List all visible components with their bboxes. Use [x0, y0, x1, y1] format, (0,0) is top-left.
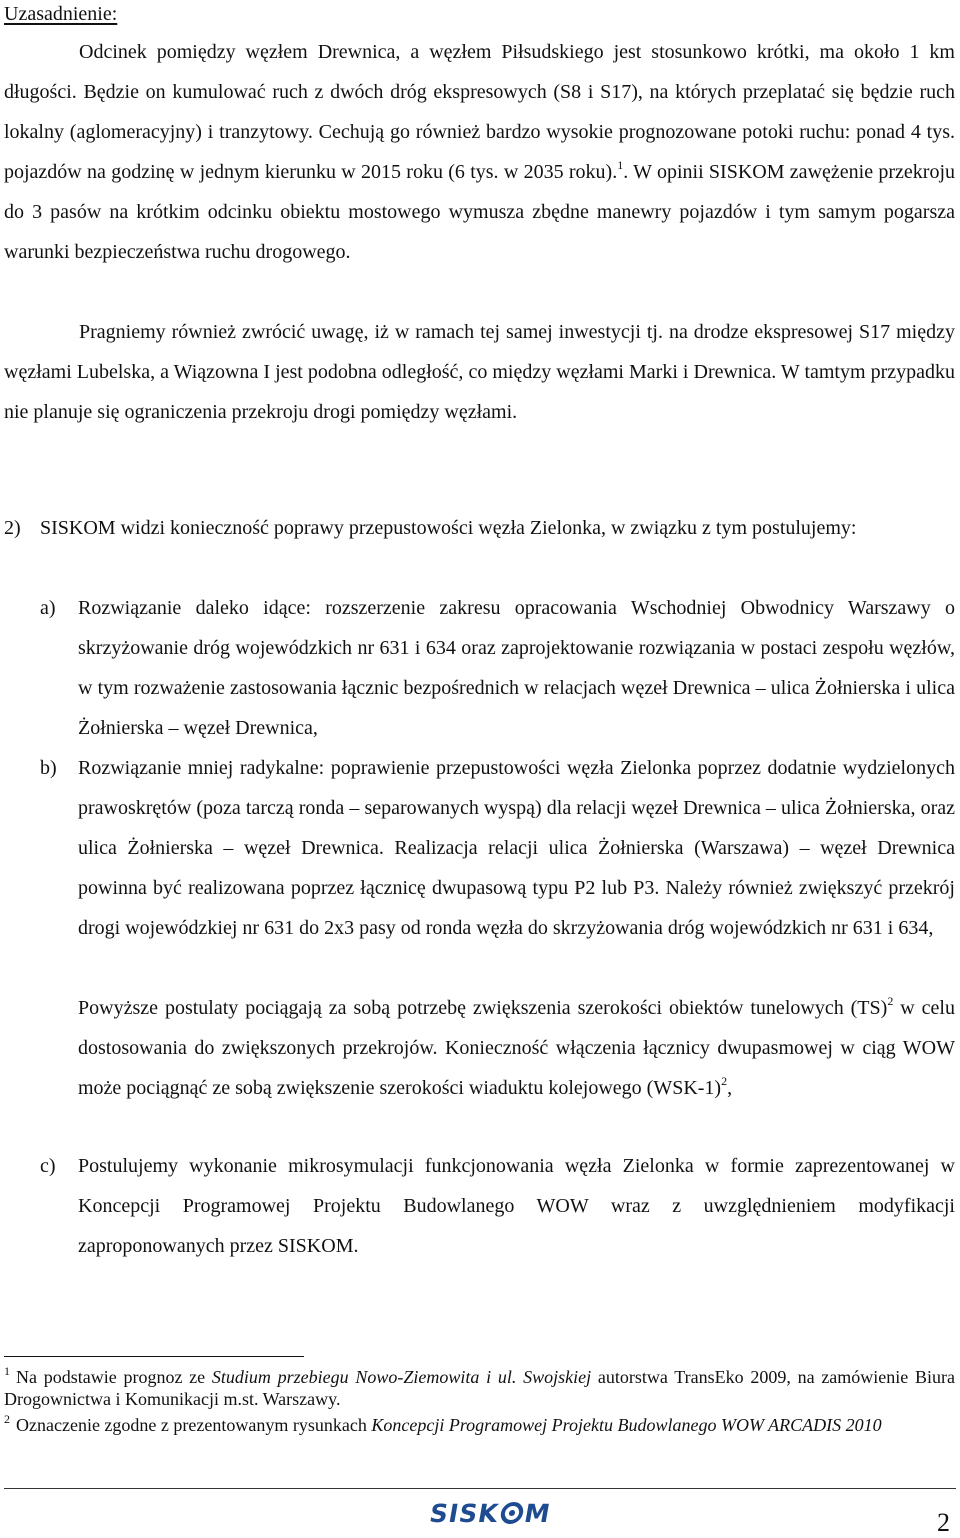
logo-text-left: SISK: [427, 1498, 502, 1528]
logo-text-right: M: [522, 1498, 554, 1528]
paragraph-1: [4, 32, 955, 272]
list-item-c-text: Postulujemy wykonanie mikrosymulacji funkcjonowania węzła Zielonka w formie zaprezentowanej w Koncepcji Programowej Projektu Budowlanego WOW wraz z uwzględnieniem modyfikacji zaproponowanych przez SISKOM.: [78, 1155, 955, 1257]
list-item-a-text: Rozwiązanie daleko idące: rozszerzenie zakresu opracowania Wschodniej Obwodnicy Warszawy o skrzyżowanie dróg wojewódzkich nr 631 i 634 oraz zaprojektowanie rozwiązania w postaci zespołu węzłów, w tym rozważenie zastosowania łącznic bezpośrednich w relacjach węzeł Drewnica – ulica Żołnierska i ulica Żołnierska – węzeł Drewnica,: [78, 597, 955, 739]
footnote-ref-1[interactable]: 1: [617, 158, 624, 172]
footnote-1-pre: Na podstawie prognoz ze: [16, 1367, 212, 1387]
note-text-b: w celu dostosowania do zwiększonych przekrojów. Konieczność włączenia łącznicy dwupasmowej w ciąg WOW może pociągnąć ze sobą zwiększenie szerokości wiaduktu kolejowego (WSK-1): [78, 997, 955, 1099]
list-item-b-text: Rozwiązanie mniej radykalne: poprawienie przepustowości węzła Zielonka poprzez dodatnie wydzielonych prawoskrętów (poza tarczą ronda – separowanych wyspą) dla relacji węzeł Drewnica – ulica Żołnierska, oraz ulica Żołnierska – węzeł Drewnica. Realizacja relacji ulica Żołnierska (Warszawa) – węzeł Drewnica powinna być realizowana poprzez łącznicę dwupasową typu P2 lub P3. Należy również zwiększyć przekrój drogi wojewódzkiej nr 631 do 2x3 pasy od ronda węzła do skrzyżowania dróg wojewódzkich nr 631 i 634,: [78, 757, 955, 939]
section-heading: Uzasadnienie:: [4, 3, 118, 25]
paragraph-2: Pragniemy również zwrócić uwagę, iż w ramach tej samej inwestycji tj. na drodze ekspresowej S17 między węzłami Lubelska, a Wiązowna I jest podobna odległość, co między węzłami Marki i Drewnica. W tamtym przypadku nie planuje się ograniczenia przekroju drogi pomiędzy węzłami.: [4, 321, 955, 423]
postulates-note: [78, 988, 955, 1108]
footnote-1-title: Studium przebiegu Nowo-Ziemowita i ul. Swojskiej: [211, 1367, 592, 1387]
list-item-c: [40, 1146, 955, 1266]
footer-separator: [4, 1488, 956, 1489]
list-marker-a: a): [40, 597, 56, 619]
footnote-ref-2a[interactable]: 2: [887, 994, 894, 1008]
footnote-1-number: 1: [4, 1364, 10, 1378]
list-marker-c: c): [40, 1155, 56, 1177]
list-marker-b: b): [40, 757, 57, 779]
footnote-2-number: 2: [4, 1412, 10, 1426]
list-item-a: [40, 588, 955, 748]
footnote-2-title: Koncepcji Programowej Projektu Budowlanego WOW ARCADIS 2010: [371, 1415, 882, 1435]
logo-ring-icon: [498, 1501, 526, 1525]
footnote-1-post: autorstwa TransEko 2009, na zamówienie Biura Drogownictwa i Komunikacji m.st. Warszawy.: [4, 1367, 956, 1409]
footnote-ref-2b[interactable]: 2: [721, 1074, 728, 1088]
paragraph-1-text-b: . W opinii SISKOM zawężenie przekroju do 3 pasów na krótkim odcinku obiektu mostowego wymusza zbędne manewry pojazdów i tym samym pogarsza warunki bezpieczeństwa ruchu drogowego.: [4, 161, 956, 263]
list-item-b: [40, 748, 955, 948]
list-marker-2: 2): [4, 517, 21, 539]
page-number: 2: [937, 1508, 950, 1537]
footnote-separator: [4, 1356, 304, 1357]
note-text-a: Powyższe postulaty pociągają za sobą potrzebę zwiększenia szerokości obiektów tunelowych (TS): [78, 997, 888, 1019]
footnote-2: [4, 1414, 955, 1436]
footnote-1: [4, 1366, 955, 1410]
list-item-2-text: SISKOM widzi konieczność poprawy przepustowości węzła Zielonka, w związku z tym postulujemy:: [40, 517, 857, 539]
note-text-c: ,: [727, 1077, 733, 1099]
siskom-logo: [427, 1498, 572, 1528]
footnote-2-pre: Oznaczenie zgodne z prezentowanym rysunkach: [16, 1415, 372, 1435]
list-item-2: [4, 508, 955, 548]
paragraph-1-text-a: Odcinek pomiędzy węzłem Drewnica, a węzłem Piłsudskiego jest stosunkowo krótki, ma około 1 km długości. Będzie on kumulować ruch z dwóch dróg ekspresowych (S8 i S17), na których przeplatać się będzie ruch lokalny (aglomeracyjny) i tranzytowy. Cechują go również bardzo wysokie prognozowane potoki ruchu: ponad 4 tys. pojazdów na godzinę w jednym kierunku w 2015 roku (6 tys. w 2035 roku).: [4, 41, 955, 183]
